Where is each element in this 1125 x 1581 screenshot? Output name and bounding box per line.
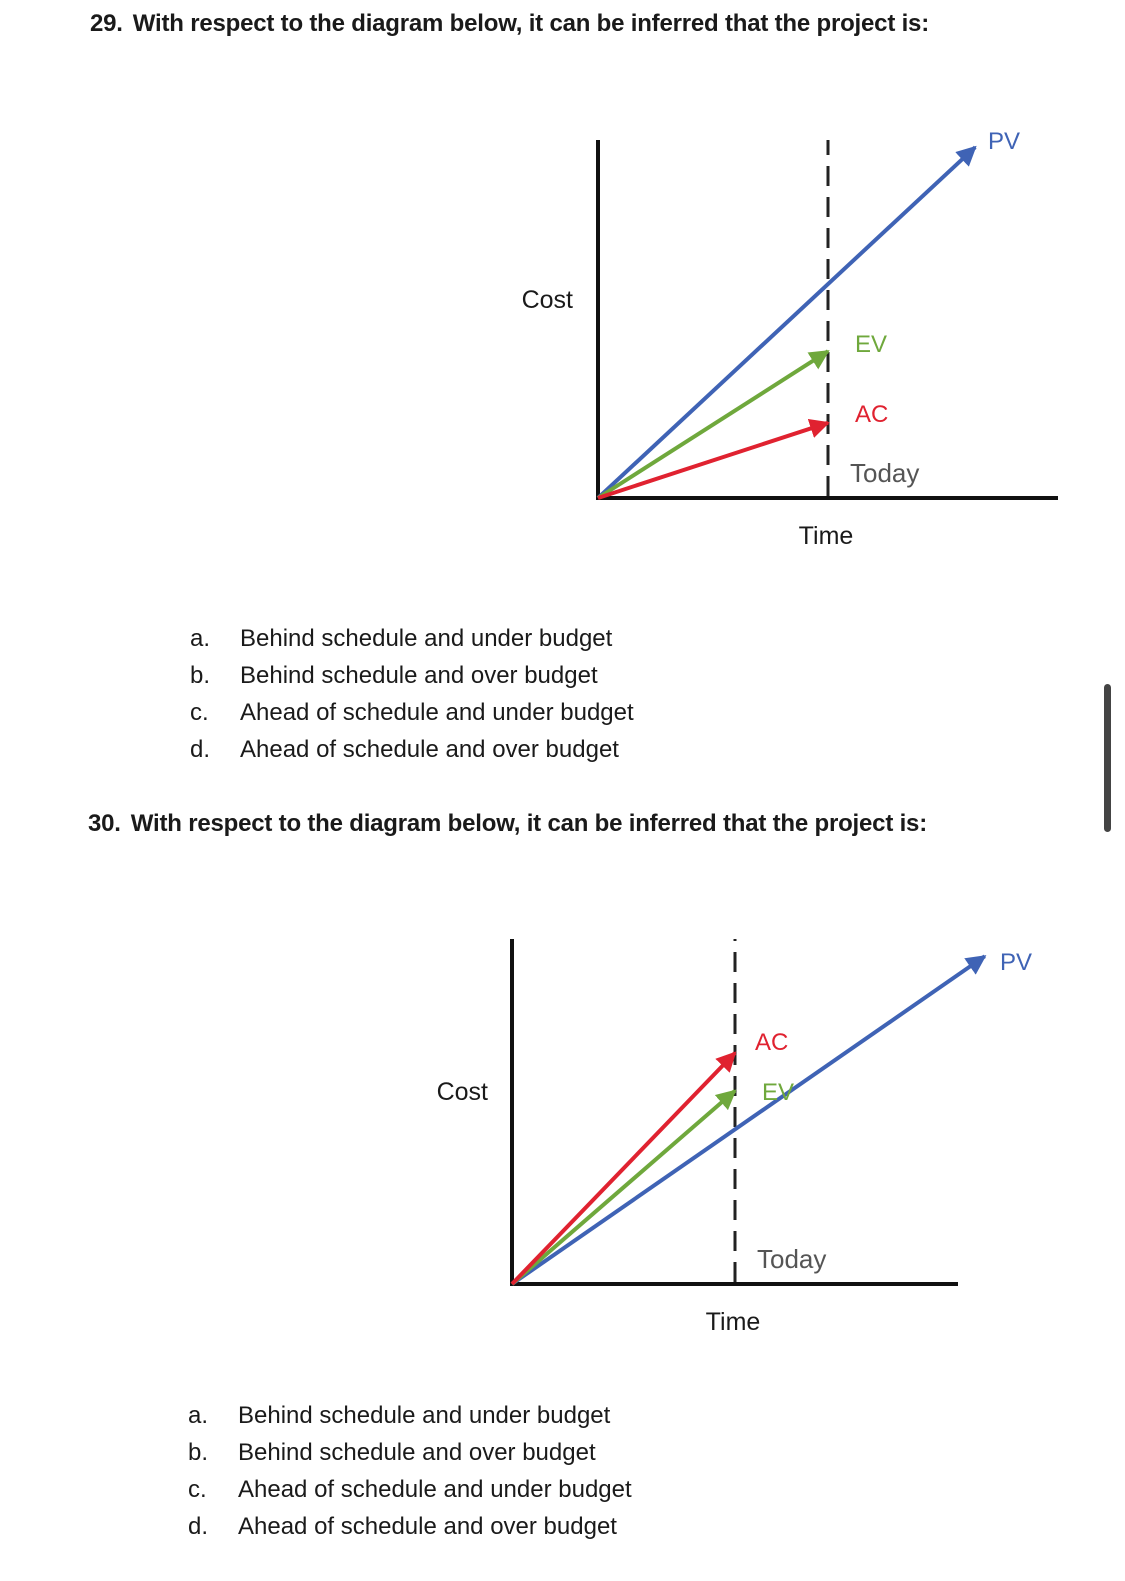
series-line-pv	[512, 956, 985, 1284]
series-line-ev	[512, 1091, 735, 1284]
option-c[interactable]	[188, 1471, 632, 1508]
today-label: Today	[850, 458, 920, 488]
question-prompt: With respect to the diagram below, it can be inferred that the project is:	[130, 810, 927, 837]
option-letter: d.	[188, 1513, 209, 1540]
series-line-ac	[512, 1053, 735, 1284]
option-letter: d.	[190, 736, 211, 763]
question-prompt: With respect to the diagram below, it can be inferred that the project is:	[132, 10, 929, 37]
series-label-ev: EV	[762, 1079, 795, 1106]
y-axis-label: Cost	[521, 286, 573, 314]
x-axis-label: Time	[798, 522, 854, 550]
option-letter: c.	[188, 1476, 207, 1503]
option-letter: b.	[190, 662, 211, 689]
option-letter: b.	[188, 1439, 209, 1466]
question-number: 29.	[90, 10, 123, 37]
series-label-ac: AC	[855, 401, 889, 428]
option-text: Behind schedule and over budget	[240, 662, 598, 689]
question-number: 30.	[88, 810, 121, 837]
option-text: Ahead of schedule and over budget	[240, 736, 619, 763]
series-label-ac: AC	[755, 1029, 789, 1056]
option-letter: a.	[190, 625, 211, 652]
today-label: Today	[757, 1244, 827, 1274]
option-b[interactable]	[188, 1434, 632, 1471]
y-axis-label: Cost	[436, 1078, 488, 1106]
option-text: Behind schedule and under budget	[238, 1402, 611, 1429]
option-text: Ahead of schedule and over budget	[238, 1513, 617, 1540]
scrollbar-thumb[interactable]	[1104, 684, 1111, 832]
answer-options-q30	[188, 1397, 632, 1545]
option-text: Ahead of schedule and under budget	[240, 699, 634, 726]
x-axis-label: Time	[705, 1308, 761, 1336]
option-a[interactable]	[188, 1397, 632, 1434]
option-letter: c.	[190, 699, 209, 726]
option-letter: a.	[188, 1402, 209, 1429]
option-text: Behind schedule and under budget	[240, 625, 613, 652]
option-text: Behind schedule and over budget	[238, 1439, 596, 1466]
series-label-pv: PV	[1000, 949, 1033, 976]
series-label-ev: EV	[855, 331, 888, 358]
option-text: Ahead of schedule and under budget	[238, 1476, 632, 1503]
series-label-pv: PV	[988, 128, 1021, 155]
option-d[interactable]	[188, 1508, 632, 1545]
